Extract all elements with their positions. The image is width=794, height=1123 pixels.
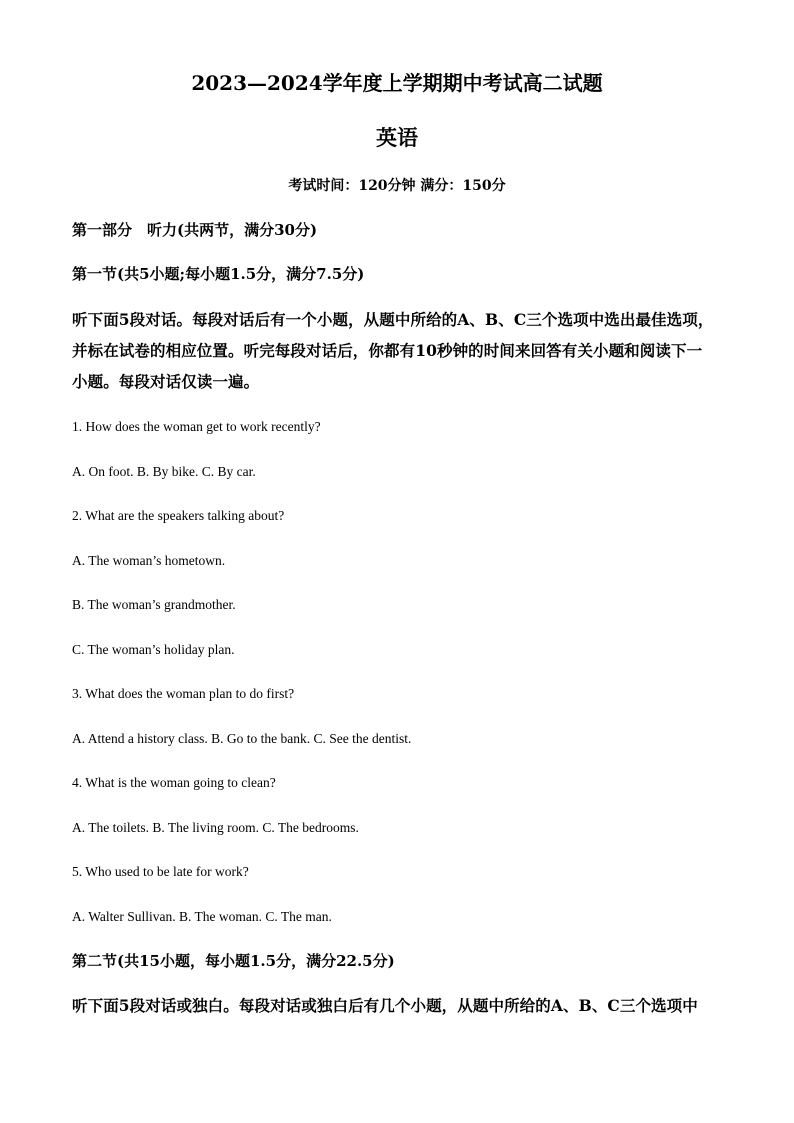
section1-instruction-line: 小题。每段对话仅读一遍。 [72,372,260,391]
question-5: 5. Who used to be late for work? [72,864,249,879]
question-4: 4. What is the woman going to clean? [72,775,276,790]
question-2-option-c: C. The woman’s holiday plan. [72,642,235,657]
exam-info: 考试时间：120分钟 满分：150分 [288,178,506,194]
question-3: 3. What does the woman plan to do first? [72,686,295,701]
question-5-options: A. Walter Sullivan. B. The woman. C. The man. [72,909,332,924]
section1-heading: 第一节(共5小题;每小题1.5分，满分7.5分) [72,265,365,283]
part1-heading: 第一部分 听力(共两节，满分30分) [72,221,318,239]
section2-instruction-line: 听下面5段对话或独白。每段对话或独白后有几个小题，从题中所给的A、B、C三个选项中 [72,996,698,1015]
question-2-option-b: B. The woman’s grandmother. [72,597,236,612]
section1-instruction-line: 听下面5段对话。每段对话后有一个小题，从题中所给的A、B、C三个选项中选出最佳选项， [72,310,714,329]
subject-title: 英语 [376,125,418,150]
question-4-options: A. The toilets. B. The living room. C. The bedrooms. [72,820,359,835]
question-1-options: A. On foot. B. By bike. C. By car. [72,464,256,479]
section1-instruction-line: 并标在试卷的相应位置。听完每段对话后，你都有10秒钟的时间来回答有关小题和阅读下一 [72,341,703,360]
question-3-options: A. Attend a history class. B. Go to the bank. C. See the dentist. [72,731,412,746]
exam-title: 2023—2024学年度上学期期中考试高二试题 [191,71,603,95]
question-1: 1. How does the woman get to work recently? [72,419,321,434]
section2-heading: 第二节(共15小题，每小题1.5分，满分22.5分) [72,952,395,970]
question-2: 2. What are the speakers talking about? [72,508,285,523]
question-2-option-a: A. The woman’s hometown. [72,553,226,568]
